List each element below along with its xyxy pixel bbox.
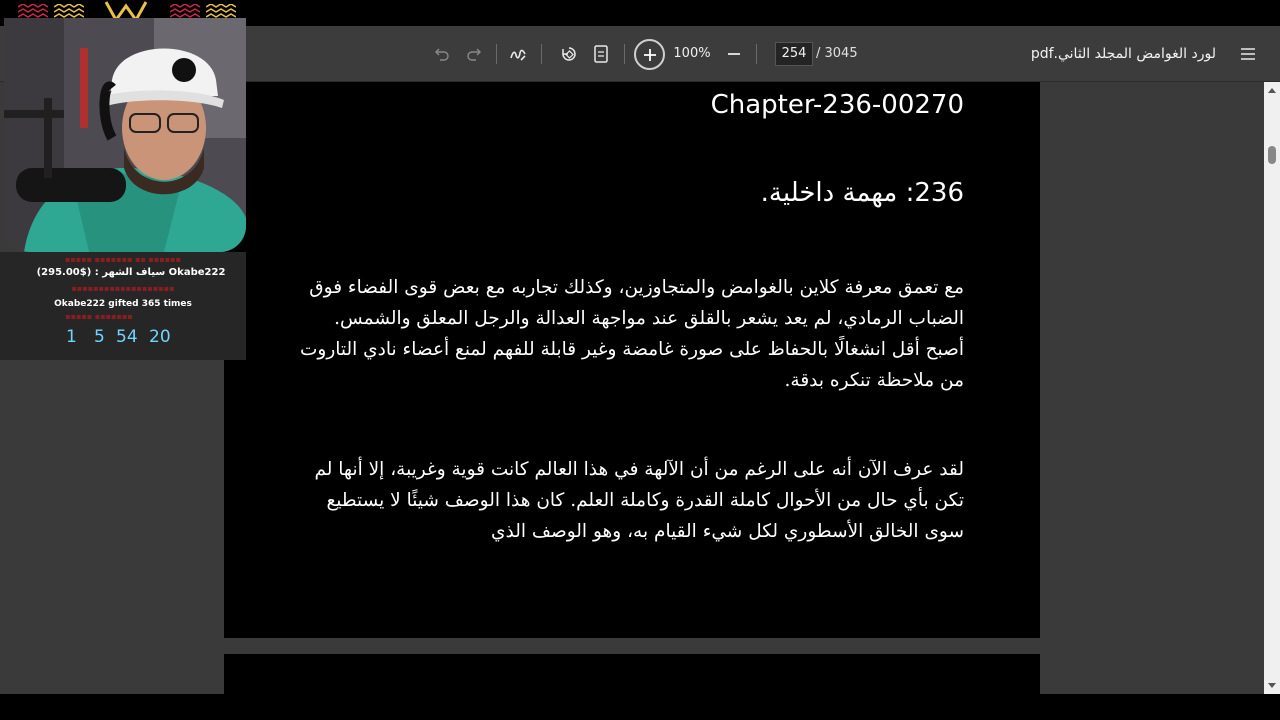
undo-button[interactable] xyxy=(432,26,452,82)
hamburger-icon xyxy=(1240,47,1256,61)
counter: 20 xyxy=(149,327,171,347)
zoom-out-button[interactable] xyxy=(724,26,744,82)
toolbar-divider xyxy=(541,44,542,64)
page-fit-button[interactable] xyxy=(590,26,612,82)
pattern-icon xyxy=(206,4,236,18)
zoom-level[interactable]: 100% xyxy=(673,46,711,61)
overlay-red-line: ▪▪▪▪▪▪▪▪▪▪▪▪▪▪▪▪▪▪▪ xyxy=(71,284,175,293)
document-area[interactable] xyxy=(246,82,1264,694)
plus-icon xyxy=(643,48,657,62)
pdf-page xyxy=(224,82,1040,638)
arrow-down-icon xyxy=(1268,683,1276,689)
zoom-in-button[interactable] xyxy=(634,39,665,70)
draw-icon xyxy=(509,45,527,63)
menu-button[interactable] xyxy=(1234,42,1262,66)
webcam-image xyxy=(4,18,246,252)
page-fit-icon xyxy=(594,45,608,63)
minus-icon xyxy=(727,47,741,61)
counter: 1 xyxy=(66,327,77,347)
arrow-up-icon xyxy=(1268,87,1276,93)
paragraph: مع تعمق معرفة كلاين بالغوامض والمتجاوزين، وكذلك تجاربه مع بعض قوى الفضاء فوق الضباب الرمادي، لم يعد يشعر بالقلق عند مواجهة العدالة والرجل المعلق والشمس. أصبح أقل انشغالًا بالحفاظ على صورة غامضة وغير قابلة للفهم لمنع أعضاء نادي التاروت من ملاحظة تنكره بدقة. xyxy=(300,277,964,391)
paragraph: لقد عرف الآن أنه على الرغم من أن الآلهة في هذا العالم كانت قوية وغريبة، إلا أنها لم تكن بأي حال من الأحوال كاملة القدرة وكاملة العلم. كان هذا الوصف شيئًا لا يستطيع سوى الخالق الأسطوري لكل شيء القيام به، وهو الوصف الذي xyxy=(314,459,964,542)
toolbar-divider xyxy=(496,44,497,64)
scroll-thumb[interactable] xyxy=(1268,146,1276,164)
scroll-up-button[interactable] xyxy=(1264,82,1280,98)
pattern-icon xyxy=(170,4,200,18)
scrollbar[interactable] xyxy=(1264,82,1280,694)
counters xyxy=(66,327,179,347)
undo-icon xyxy=(434,46,450,62)
overlay-stats xyxy=(0,252,246,360)
toolbar-divider xyxy=(756,44,757,64)
scroll-down-button[interactable] xyxy=(1264,678,1280,694)
counter: 5 xyxy=(94,327,105,347)
document-title: لورد الغوامض المجلد الثاني.pdf xyxy=(1030,46,1216,62)
stream-overlay xyxy=(0,0,246,360)
chapter-header: Chapter-236-00270 xyxy=(710,90,964,120)
pattern-icon xyxy=(54,4,84,18)
draw-button[interactable] xyxy=(506,26,530,82)
toolbar-divider xyxy=(624,44,625,64)
overlay-red-line: ▪▪▪▪▪ ▪▪▪▪▪▪▪ xyxy=(65,312,133,321)
pattern-icon xyxy=(18,4,48,18)
page-number-input[interactable]: 254 xyxy=(775,42,813,66)
redo-button[interactable] xyxy=(464,26,484,82)
pdf-page-next xyxy=(224,654,1040,694)
counter: 54 xyxy=(116,327,138,347)
rotate-icon xyxy=(560,45,578,63)
rotate-button[interactable] xyxy=(557,26,581,82)
top-sub-line: سياف الشهر : ($295.00) Okabe222 xyxy=(36,267,226,278)
overlay-red-line: ▪▪▪▪▪ ▪▪▪▪▪▪▪ ▪▪ ▪▪▪▪▪▪ xyxy=(64,255,182,264)
gift-line: Okabe222 gifted 365 times xyxy=(54,299,192,309)
webcam-feed xyxy=(4,18,246,252)
page-total: / 3045 xyxy=(816,46,858,61)
redo-icon xyxy=(466,46,482,62)
chapter-title: 236: مهمة داخلية. xyxy=(760,178,964,208)
